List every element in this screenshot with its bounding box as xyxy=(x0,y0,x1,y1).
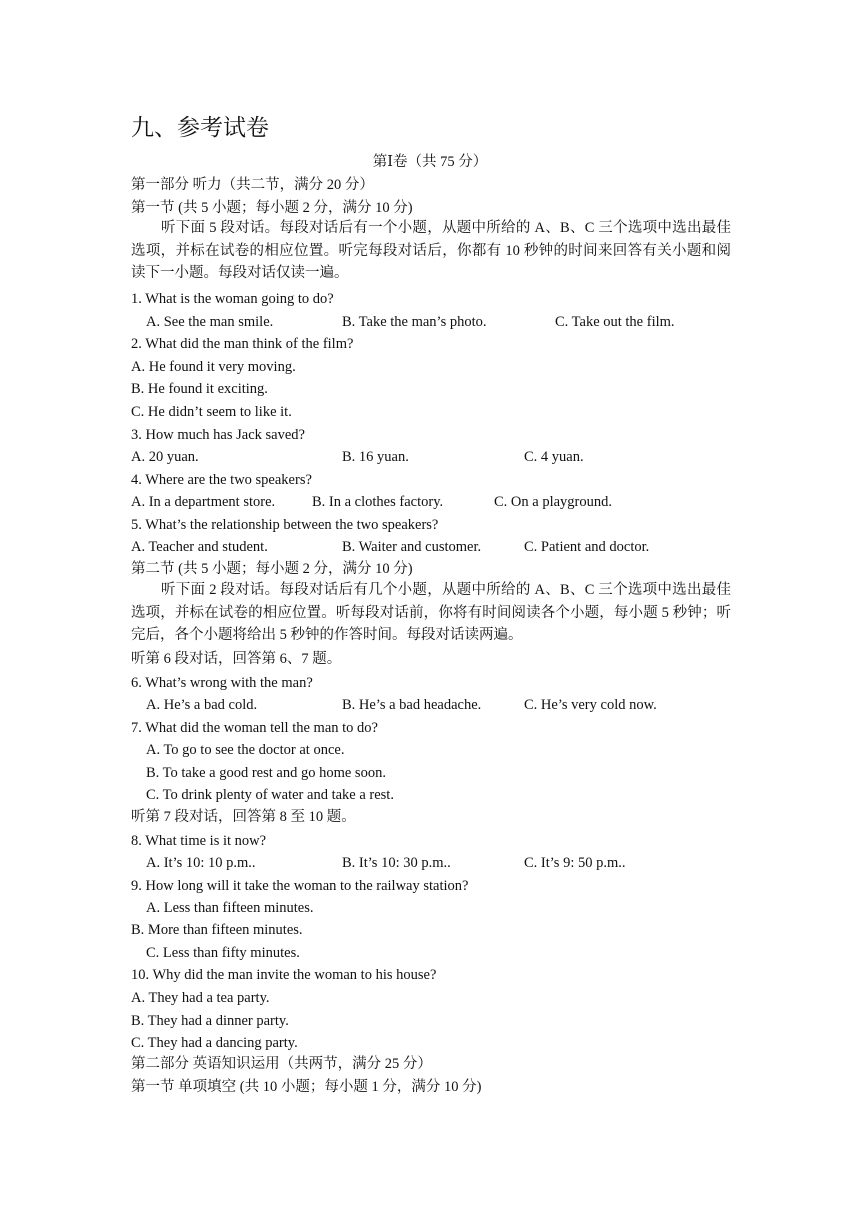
question-7-option-a: A. To go to see the doctor at once. xyxy=(146,742,345,758)
question-9-option-b: B. More than fifteen minutes. xyxy=(131,922,303,938)
part1-heading: 第一部分 听力（共二节，满分 20 分） xyxy=(131,177,374,193)
part2-heading: 第二部分 英语知识运用（共两节，满分 25 分） xyxy=(131,1056,432,1072)
question-8-option-b: B. It’s 10: 30 p.m.. xyxy=(342,855,451,871)
question-2-option-a: A. He found it very moving. xyxy=(131,359,296,375)
question-6-option-c: C. He’s very cold now. xyxy=(524,697,657,713)
question-5-option-a: A. Teacher and student. xyxy=(131,539,268,555)
question-1-option-c: C. Take out the film. xyxy=(555,314,675,330)
question-7-option-c: C. To drink plenty of water and take a rest. xyxy=(146,787,394,803)
section2-heading: 第二节 (共 5 小题；每小题 2 分，满分 10 分) xyxy=(131,561,413,577)
question-9-stem: 9. How long will it take the woman to the railway station? xyxy=(131,878,469,894)
question-1-option-b: B. Take the man’s photo. xyxy=(342,314,487,330)
question-4-option-c: C. On a playground. xyxy=(494,494,612,510)
question-3-option-a: A. 20 yuan. xyxy=(131,449,199,465)
question-5-stem: 5. What’s the relationship between the two speakers? xyxy=(131,517,439,533)
question-8-stem: 8. What time is it now? xyxy=(131,833,267,849)
question-6-stem: 6. What’s wrong with the man? xyxy=(131,675,313,691)
question-7-option-b: B. To take a good rest and go home soon. xyxy=(146,765,386,781)
question-4-option-b: B. In a clothes factory. xyxy=(312,494,444,510)
document-title: 九、参考试卷 xyxy=(131,115,269,140)
paper-heading: 第Ⅰ卷（共 75 分） xyxy=(372,154,488,170)
question-2-option-c: C. He didn’t seem to like it. xyxy=(131,404,292,420)
question-2-stem: 2. What did the man think of the film? xyxy=(131,336,354,352)
question-1-option-a: A. See the man smile. xyxy=(146,314,274,330)
question-9-option-a: A. Less than fifteen minutes. xyxy=(146,900,314,916)
question-5-option-b: B. Waiter and customer. xyxy=(342,539,482,555)
question-6-option-a: A. He’s a bad cold. xyxy=(146,697,258,713)
question-6-option-b: B. He’s a bad headache. xyxy=(342,697,482,713)
question-5-option-c: C. Patient and doctor. xyxy=(524,539,650,555)
question-2-option-b: B. He found it exciting. xyxy=(131,381,268,397)
question-10-stem: 10. Why did the man invite the woman to his house? xyxy=(131,967,437,983)
question-4-stem: 4. Where are the two speakers? xyxy=(131,472,312,488)
question-3-stem: 3. How much has Jack saved? xyxy=(131,427,305,443)
question-3-option-c: C. 4 yuan. xyxy=(524,449,584,465)
dialog-6-note: 听第 6 段对话，回答第 6、7 题。 xyxy=(131,651,342,667)
section1-heading: 第一节 (共 5 小题；每小题 2 分，满分 10 分) xyxy=(131,200,413,216)
question-1-stem: 1. What is the woman going to do? xyxy=(131,291,334,307)
question-3-option-b: B. 16 yuan. xyxy=(342,449,409,465)
question-4-option-a: A. In a department store. xyxy=(131,494,276,510)
question-8-option-c: C. It’s 9: 50 p.m.. xyxy=(524,855,626,871)
section1-instructions: 听下面 5 段对话。每段对话后有一个小题，从题中所给的 A、B、C 三个选项中选出最佳选项，并标在试卷的相应位置。听完每段对话后，你都有 10 秒钟的时间来回答有关小题和阅读下一小题。每段对话仅读一遍。 xyxy=(131,220,731,282)
question-10-option-b: B. They had a dinner party. xyxy=(131,1013,289,1029)
question-10-option-a: A. They had a tea party. xyxy=(131,990,270,1006)
question-10-option-c: C. They had a dancing party. xyxy=(131,1035,298,1051)
question-8-option-a: A. It’s 10: 10 p.m.. xyxy=(146,855,256,871)
part2-section1-heading: 第一节 单项填空 (共 10 小题；每小题 1 分，满分 10 分) xyxy=(131,1079,482,1095)
question-9-option-c: C. Less than fifty minutes. xyxy=(146,945,300,961)
section2-instructions: 听下面 2 段对话。每段对话后有几个小题，从题中所给的 A、B、C 三个选项中选出最佳选项，并标在试卷的相应位置。听每段对话前，你将有时间阅读各个小题，每小题 5 秒钟；听完后，各个小题将给出 5 秒钟的作答时间。每段对话读两遍。 xyxy=(131,582,731,644)
question-7-stem: 7. What did the woman tell the man to do? xyxy=(131,720,378,736)
dialog-7-note: 听第 7 段对话，回答第 8 至 10 题。 xyxy=(131,809,356,825)
